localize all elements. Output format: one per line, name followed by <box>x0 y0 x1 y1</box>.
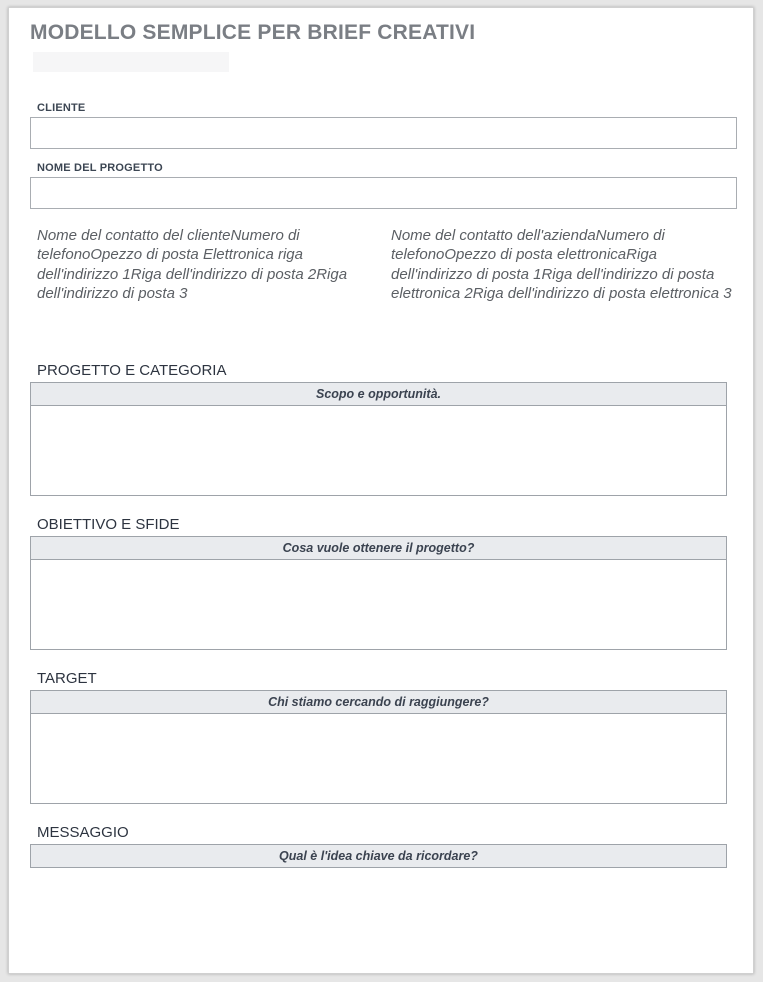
section-body-field[interactable] <box>31 560 726 650</box>
client-contact-info[interactable]: Nome del contatto del clienteNumero di telefonoOpezzo di posta Elettronica riga dell'indirizzo 1Riga dell'indirizzo di posta 2Riga dell'indirizzo di posta 3 <box>37 227 348 302</box>
company-contact-info[interactable]: Nome del contatto dell'aziendaNumero di telefonoOpezzo di posta elettronicaRiga dell'indirizzo di posta 1Riga dell'indirizzo di posta elettronica 2Riga dell'indirizzo di posta elettronica 3 <box>391 227 732 302</box>
section-body-field[interactable] <box>31 406 726 496</box>
section-table-objective-challenges <box>30 536 727 650</box>
section-heading-project-category: PROGETTO E CATEGORIA <box>37 362 227 379</box>
section-heading-objective-challenges: OBIETTIVO E SFIDE <box>37 516 180 533</box>
section-prompt: Qual è l'idea chiave da ricordare? <box>31 845 726 867</box>
client-label: CLIENTE <box>37 102 86 114</box>
section-heading-target: TARGET <box>37 670 97 687</box>
section-prompt: Scopo e opportunità. <box>31 383 726 406</box>
project-name-label: NOME DEL PROGETTO <box>37 162 163 174</box>
document-title: MODELLO SEMPLICE PER BRIEF CREATIVI <box>30 21 476 44</box>
project-name-field[interactable] <box>30 177 737 209</box>
section-prompt: Cosa vuole ottenere il progetto? <box>31 537 726 560</box>
section-table-project-category <box>30 382 727 496</box>
section-heading-message: MESSAGGIO <box>37 824 129 841</box>
section-body-field[interactable] <box>31 714 726 804</box>
section-table-message <box>30 844 727 868</box>
client-field[interactable] <box>30 117 737 149</box>
section-table-target <box>30 690 727 804</box>
document-page <box>8 7 754 974</box>
subtitle-placeholder <box>33 52 229 72</box>
section-prompt: Chi stiamo cercando di raggiungere? <box>31 691 726 714</box>
